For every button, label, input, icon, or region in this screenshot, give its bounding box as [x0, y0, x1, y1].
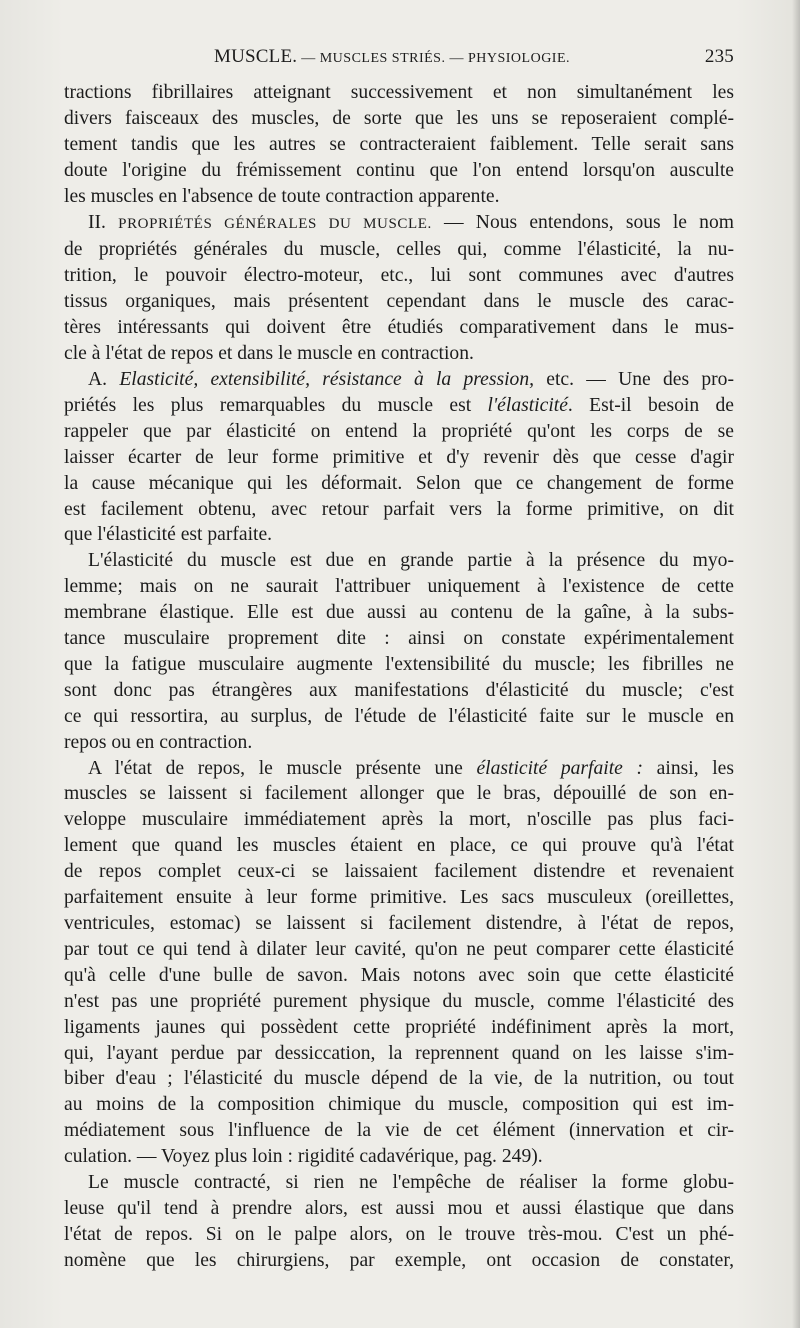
text-line: ligaments jaunes qui possèdent cette propriété indéfiniment après la mort,: [64, 1016, 734, 1038]
text-line: nomène que les chirurgiens, par exemple, ont occasion de constater,: [64, 1249, 734, 1271]
text-line: doute l'origine du frémissement continu que l'on entend lorsqu'on ausculte: [64, 159, 734, 181]
page-number: 235: [704, 46, 734, 67]
text-line: n'est pas une propriété purement physique du muscle, comme l'élasticité des: [64, 990, 734, 1012]
text-line: [64, 393, 734, 419]
subsection-heading-line: [64, 367, 734, 393]
text-line: lemme; mais on ne saurait l'attribuer uniquement à l'existence de cette: [64, 576, 734, 598]
text-line: biber d'eau ; l'élasticité du muscle dépend de la vie, de la nutrition, ou tout: [64, 1068, 734, 1090]
text-line: trition, le pouvoir électro-moteur, etc., lui sont communes avec d'autres: [64, 265, 734, 287]
text-line: au moins de la composition chimique du muscle, composition qui est im-: [64, 1094, 734, 1116]
text-line: tractions fibrillaires atteignant successivement et non simultanément les: [64, 82, 734, 103]
text-line: qui, l'ayant perdue par dessiccation, la reprennent quand on les laisse s'im-: [64, 1042, 734, 1064]
text-line: lement que quand les muscles étaient en place, ce qui prouve qu'à l'état: [64, 835, 734, 857]
text-line: muscles se laissent si facilement allonger que le bras, dépouillé de son en-: [64, 783, 734, 805]
running-title: [214, 46, 570, 68]
text-line: Le muscle contracté, si rien ne l'empêche de réaliser la forme globu-: [88, 1172, 734, 1194]
body-text: [64, 80, 734, 1274]
text-line: laisser écarter de leur forme primitive et d'y revenir dès que cesse d'agir: [64, 446, 734, 468]
text-line: l'état de repos. Si on le palpe alors, on le trouve très-mou. C'est un phé-: [64, 1223, 734, 1245]
text-line: que la fatigue musculaire augmente l'extensibilité du muscle; les fibrilles ne: [64, 653, 734, 675]
text-line: ce qui ressortira, au surplus, de l'étude de l'élasticité faite sur le muscle en: [64, 705, 734, 727]
subsection-title-continuation: etc. — Une des pro-: [534, 368, 734, 390]
text-line: la cause mécanique qui les déformait. Selon que ce changement de forme: [64, 472, 734, 494]
text-line: leuse qu'il tend à prendre alors, est aussi mou et aussi élastique que dans: [64, 1197, 734, 1219]
text-span: . Est-il besoin de: [567, 394, 734, 416]
text-line: parfaitement ensuite à leur forme primitive. Les sacs musculeux (oreillettes,: [64, 887, 734, 909]
text-line: veloppe musculaire immédiatement après la mort, n'oscille pas plus faci-: [64, 809, 734, 831]
section-title-continuation: — Nous entendons, sous le nom: [431, 211, 734, 233]
running-header: [64, 46, 734, 74]
text-line: [64, 756, 734, 782]
text-line: que l'élasticité est parfaite.: [64, 524, 273, 546]
italic-term: élasticité parfaite :: [476, 757, 644, 779]
text-line: qu'à celle d'une bulle de savon. Mais notons avec soin que cette élasticité: [64, 964, 734, 986]
text-line: ventricules, estomac) se laissent si facilement distendre, à l'état de repos,: [64, 913, 734, 934]
text-line: L'élasticité du muscle est due en grande partie à la présence du myo-: [88, 550, 734, 572]
text-line: tance musculaire proprement dite : ainsi on constate expérimentalement: [64, 628, 734, 650]
text-line: médiatement sous l'influence de la vie de cet élément (innervation et cir-: [64, 1120, 734, 1142]
text-line: tement tandis que les autres se contracteraient faiblement. Telle serait sans: [64, 133, 734, 155]
running-title-rest: — MUSCLES STRIÉS. — PHYSIOLOGIE.: [297, 51, 571, 66]
text-span: ainsi, les: [643, 757, 734, 779]
text-line: cle à l'état de repos et dans le muscle en contraction.: [64, 343, 474, 365]
text-line: de propriétés générales du muscle, celles qui, comme l'élasticité, la nu-: [64, 239, 734, 261]
text-line: membrane élastique. Elle est due aussi au contenu de la gaîne, à la subs-: [64, 602, 734, 624]
text-span: A l'état de repos, le muscle présente une: [88, 757, 477, 779]
text-line: divers faisceaux des muscles, de sorte que les uns se reposeraient complé-: [64, 107, 734, 129]
subsection-title: Elasticité, extensibilité, résistance à la pression,: [119, 368, 535, 390]
text-line: repos ou en contraction.: [64, 731, 253, 753]
text-line: de repos complet ceux-ci se laissaient facilement distendre et revenaient: [64, 861, 734, 883]
text-span: priétés les plus remarquables du muscle est: [64, 394, 488, 416]
text-line: est facilement obtenu, avec retour parfait vers la forme primitive, on dit: [64, 498, 734, 520]
text-line: rappeler que par élasticité on entend la propriété qu'ont les corps de se: [64, 420, 734, 442]
text-line: culation. — Voyez plus loin : rigidité cadavérique, pag. 249).: [64, 1146, 543, 1168]
section-title: PROPRIÉTÉS GÉNÉRALES DU MUSCLE.: [118, 215, 432, 232]
section-number: II.: [88, 211, 106, 233]
subsection-letter: A.: [88, 368, 108, 390]
page-edge-shadow: [792, 0, 800, 1328]
text-line: par tout ce qui tend à dilater leur cavité, qu'on ne peut comparer cette élasticité: [64, 938, 734, 960]
text-line: tères intéressants qui doivent être étudiés comparativement dans le mus-: [64, 317, 734, 339]
italic-term: l'élasticité: [487, 394, 568, 416]
text-line: tissus organiques, mais présentent cependant dans le muscle des carac-: [64, 291, 734, 313]
text-line: les muscles en l'absence de toute contraction apparente.: [64, 185, 500, 207]
text-line: sont donc pas étrangères aux manifestations d'élasticité du muscle; c'est: [64, 679, 734, 701]
section-heading-line: [64, 210, 734, 238]
running-title-main: MUSCLE.: [214, 46, 298, 67]
